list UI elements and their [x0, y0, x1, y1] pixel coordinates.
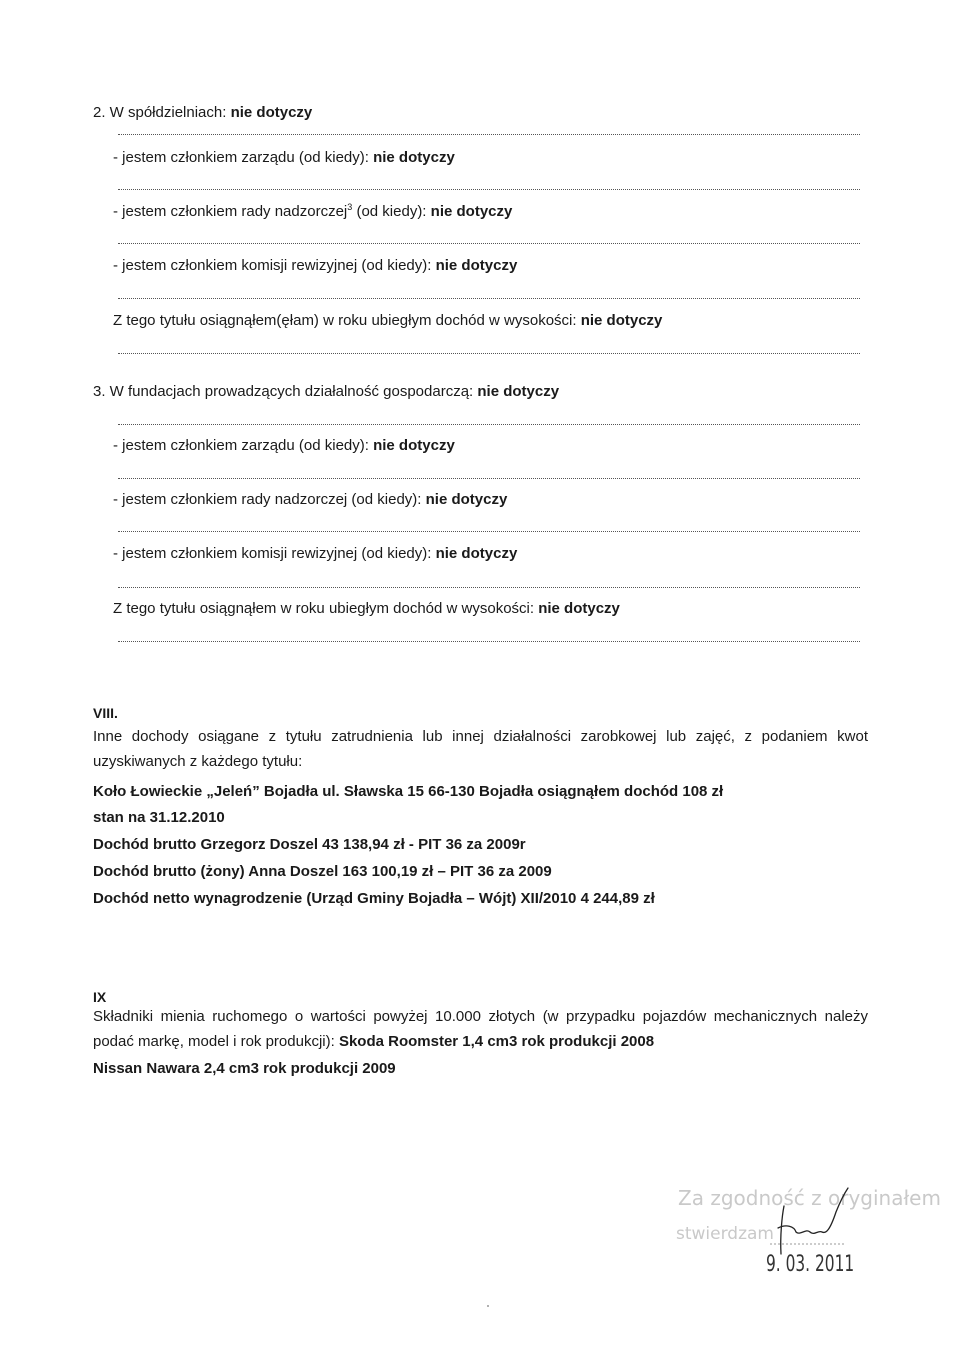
stamp-line-2: stwierdzam — [676, 1224, 774, 1244]
dotted-line — [118, 641, 860, 642]
section-viii-entry: stan na 31.12.2010 — [93, 809, 225, 826]
dotted-line — [118, 298, 860, 299]
vehicle-1: Skoda Roomster 1,4 cm3 rok produkcji 2008 — [338, 1033, 655, 1050]
section-ix-intro: Składniki mienia ruchomego o wartości powyżej 10.000 złotych (w przypadku pojazdów mechanicznych należy podać markę, model i rok produkcji): Skoda Roomster 1,4 cm3 rok produkcji 2008 — [93, 1008, 868, 1050]
section-viii-entry: Dochód brutto (żony) Anna Doszel 163 100,19 zł – PIT 36 za 2009 — [93, 863, 552, 880]
dotted-line — [118, 531, 860, 532]
section-viii-entry: Dochód brutto Grzegorz Doszel 43 138,94 zł - PIT 36 za 2009r — [93, 836, 526, 853]
section-viii-numeral: VIII. — [93, 705, 118, 721]
section-3-income: Z tego tytułu osiągnąłem w roku ubiegłym dochód w wysokości: nie dotyczy — [113, 600, 620, 617]
section-2-item-zarzad: - jestem członkiem zarządu (od kiedy): nie dotyczy — [113, 149, 455, 166]
section-viii-entry: Koło Łowieckie „Jeleń” Bojadła ul. Sławska 15 66-130 Bojadła osiągnąłem dochód 108 zł — [93, 783, 724, 800]
dotted-line — [118, 134, 860, 135]
scan-speck — [487, 1305, 489, 1307]
section-2-heading: 2. W spółdzielniach: nie dotyczy — [93, 104, 313, 121]
footnote-marker: 3 — [347, 202, 353, 212]
dotted-line — [118, 478, 860, 479]
dotted-line — [118, 189, 860, 190]
section-2-heading-value: nie dotyczy — [230, 104, 313, 121]
dotted-line — [118, 243, 860, 244]
certification-stamp — [676, 1176, 941, 1286]
dotted-line — [118, 424, 860, 425]
section-3-item-zarzad: - jestem członkiem zarządu (od kiedy): nie dotyczy — [113, 437, 455, 454]
section-3-item-komisja: - jestem członkiem komisji rewizyjnej (od kiedy): nie dotyczy — [113, 545, 518, 562]
section-3-item-rada: - jestem członkiem rady nadzorczej (od kiedy): nie dotyczy — [113, 491, 508, 508]
signature — [766, 1186, 856, 1256]
section-2-income: Z tego tytułu osiągnąłem(ęłam) w roku ubiegłym dochód w wysokości: nie dotyczy — [113, 312, 663, 329]
section-viii-intro: Inne dochody osiągane z tytułu zatrudnienia lub innej działalności zarobkowej lub zajęć, z podaniem kwot uzyskiwanych z każdego tytułu: — [93, 728, 868, 770]
section-2-item-rada: - jestem członkiem rady nadzorczej$^3$ (od kiedy): nie dotyczy — [113, 202, 513, 220]
section-viii-entry: Dochód netto wynagrodzenie (Urząd Gminy Bojadła – Wójt) XII/2010 4 244,89 zł — [93, 890, 655, 907]
section-ix-numeral: IX — [93, 989, 107, 1005]
section-3-heading: 3. W fundacjach prowadzących działalność gospodarczą: nie dotyczy — [93, 383, 560, 400]
vehicle-2: Nissan Nawara 2,4 cm3 rok produkcji 2009 — [93, 1060, 396, 1077]
stamp-date: 9. 03. 2011 — [766, 1252, 855, 1277]
stamp-line-1: Za zgodność z oryginałem — [678, 1186, 941, 1210]
section-2-item-komisja: - jestem członkiem komisji rewizyjnej (od kiedy): nie dotyczy — [113, 257, 518, 274]
dotted-line — [118, 587, 860, 588]
dotted-line — [118, 353, 860, 354]
